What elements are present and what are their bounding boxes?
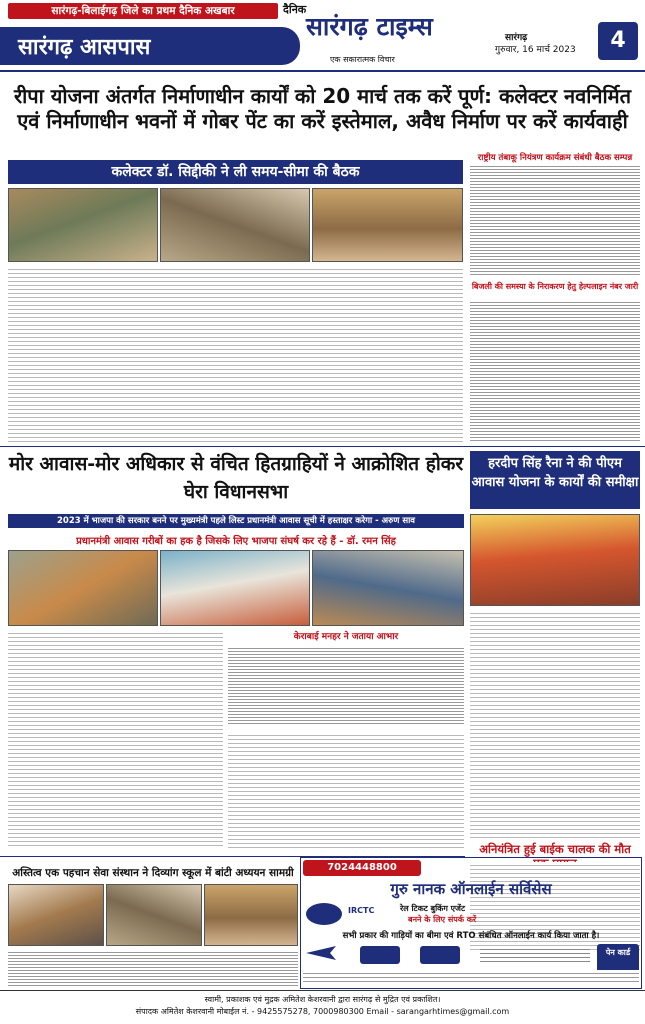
dateline-city: सारंगढ़ — [505, 33, 528, 43]
ad-title: गुरु नानक ऑनलाईन सर्विसेस — [390, 880, 552, 898]
sidebar-body-text — [470, 164, 640, 276]
dateline-date: गुरुवार, 16 मार्च 2023 — [495, 45, 576, 55]
sidebar-headline: राष्ट्रीय तंबाकू नियंत्रण कार्यक्रम संबंधी बैठक सम्पन्न — [477, 153, 633, 163]
sidebar-body-text — [470, 300, 640, 442]
masthead-prefix: दैनिक — [283, 3, 307, 16]
footer-contact: संपादक अमितेश केशरवानी मोबाईल नं. - 9425575278, 7000980300 Email - sarangarhtimes@gmail.com — [135, 1007, 510, 1016]
footer-rule — [0, 990, 645, 991]
story2-box-headline: केराबाई मनहर ने जताया आभार — [293, 632, 399, 642]
paper-name: सारंगढ़ टाइम्स — [306, 12, 433, 41]
ad-phone: 7024448800 — [303, 860, 421, 876]
story2-headline: मोर आवास-मोर अधिकार से वंचित हितग्राहियों ने आक्रोशित होकर घेरा विधानसभा — [8, 453, 464, 503]
story2-kicker: प्रधानमंत्री आवास गरीबों का हक है जिसके लिए भाजपा संघर्ष कर रहे हैं - डॉ. रमन सिंह — [76, 536, 396, 547]
event-photo — [106, 884, 202, 946]
masthead-rule — [0, 70, 645, 72]
footer-imprint: स्वामी, प्रकाशक एवं मुद्रक अमितेश केशरवानी द्वारा सारंगढ़ से मुद्रित एवं प्रकाशित। — [204, 995, 441, 1004]
lead-subheadline: कलेक्टर डॉ. सिद्दीकी ने ली समय-सीमा की बैठक — [8, 160, 463, 184]
ad-line: बनने के लिए संपर्क करें — [408, 915, 477, 924]
sidebar-subheadline: बिजली की समस्या के निराकरण हेतु हेल्पलाइन नंबर जारी — [471, 282, 639, 291]
masthead-tagline: सारंगढ़-बिलाईगढ़ जिले का प्रथम दैनिक अखबार — [8, 3, 278, 19]
protest-photo — [312, 550, 464, 626]
story3-body-text — [470, 610, 640, 838]
ad-pan-badge: पेन कार्ड — [597, 944, 639, 978]
lead-body-text — [8, 266, 463, 442]
section-divider — [0, 446, 645, 447]
lead-headline: रीपा योजना अंतर्गत निर्माणाधीन कार्यों को 20 मार्च तक करें पूर्ण: कलेक्टर नवनिर्मित एवं निर्माणाधीन भवनों में गोबर पेंट का करें इस्तेमाल, अवैध निर्माण पर करें कार्यवाही — [13, 84, 632, 133]
event-photo — [8, 884, 104, 946]
ad-irctc-label: IRCTC — [348, 906, 375, 915]
ad-line: रेल टिकट बुकिंग एजेंट — [400, 904, 466, 913]
train-icon — [306, 903, 342, 925]
meeting-photo — [312, 188, 463, 262]
story2-body-text — [228, 732, 464, 848]
meeting-photo — [160, 188, 310, 262]
page-number: 4 — [598, 22, 638, 60]
story2-kicker: 2023 में भाजपा की सरकार बनने पर मुख्यमंत्री पहले लिस्ट प्रधानमंत्री आवास सूची में हस्ताक्षर करेगा - अरुण साव — [8, 514, 464, 528]
story4-headline: अनियंत्रित हुई बाईक चालक की मौत — [479, 842, 631, 856]
ad-tagline: सभी प्रकार की गाड़ियों का बीमा एवं RTO संबंधित ऑनलाईन कार्य किया जाता है। — [342, 931, 600, 941]
story5-body-text — [8, 950, 298, 988]
event-photo — [204, 884, 298, 946]
train-icon — [360, 946, 400, 964]
story2-box-text — [228, 646, 464, 726]
story5-headline: अस्तित्व एक पहचान सेवा संस्थान ने दिव्यांग स्कूल में बांटी अध्ययन सामग्री — [12, 867, 294, 879]
paper-slogan: एक सकारात्मक विचार — [330, 55, 395, 64]
protest-photo — [8, 550, 158, 626]
story3-headline: हरदीप सिंह रैना ने की पीएम आवास योजना के कार्यों की समीक्षा — [470, 451, 640, 509]
section-title: सारंगढ़ आसपास — [18, 35, 151, 60]
bus-icon — [420, 946, 460, 964]
meeting-photo — [8, 188, 158, 262]
story2-body-text — [8, 630, 223, 848]
protest-photo — [160, 550, 310, 626]
review-photo — [470, 514, 640, 606]
ad-services-text — [480, 946, 590, 964]
ad-address-text — [303, 970, 639, 984]
